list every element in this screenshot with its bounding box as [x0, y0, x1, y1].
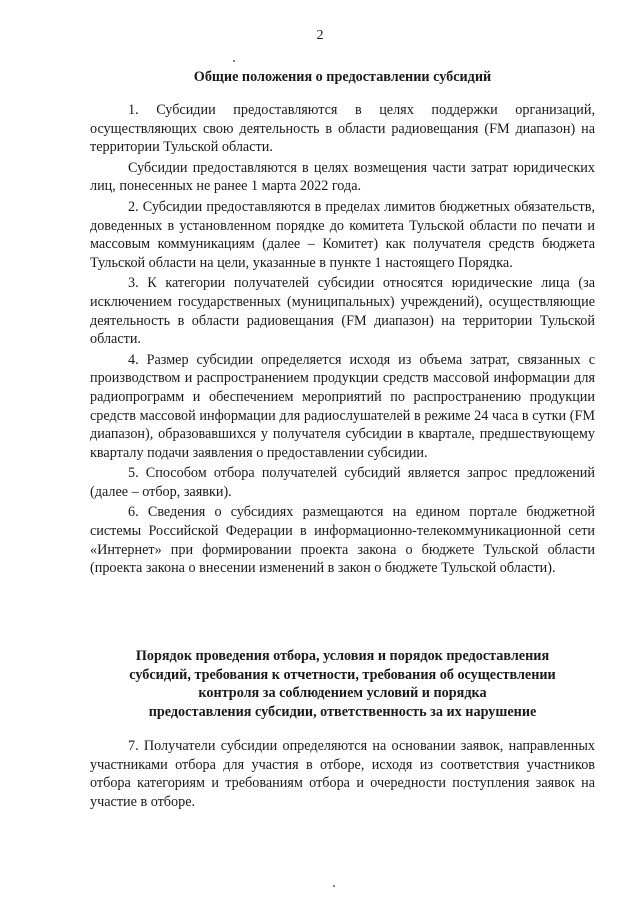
page-number: 2 [316, 28, 324, 43]
section-title-procedure [90, 647, 595, 721]
section-title-line: Порядок проведения отбора, условия и порядок предоставления [135, 648, 550, 664]
paragraph-1-note: Субсидии предоставляются в целях возмещения части затрат юридических лиц, понесенных не ранее 1 марта 2022 года. [90, 159, 595, 195]
paragraph-3: 3. К категории получателей субсидии относятся юридические лица (за исключением государственных (муниципальных) учреждений), осуществляющие деятельность в области радиовещания (FM диапазон) на территории Тульской области. [90, 275, 595, 348]
section-title-general: Общие положения о предоставлении субсидий [193, 69, 492, 85]
paragraph-7: 7. Получатели субсидии определяются на основании заявок, направленных участниками отбора для участия в отборе, исходя из соответствия участников отбора категориям и требованиям отбора и очередности поступления заявок на участие в отборе. [90, 738, 595, 810]
section-title-line: субсидий, требования к отчетности, требования об осуществлении [129, 666, 556, 683]
paragraph-5: 5. Способом отбора получателей субсидий является запрос предложений (далее – отбор, заявки). [90, 465, 595, 500]
scan-speck [333, 885, 335, 887]
section-procedure-body [90, 737, 595, 813]
paragraph-4: 4. Размер субсидии определяется исходя из объема затрат, связанных с производством и распространением продукции средств массовой информации для радиопрограмм и обеспечением мероприятий по распространению продукции средств массовой информации для радиослушателей в режиме 24 часа в сутки (FM диапазон), образовавшихся у получателя субсидии в квартале, предшествующему кварталу подачи заявления о предоставлении субсидии. [90, 351, 595, 461]
section-title-line: контроля за соблюдением условий и порядка [198, 685, 487, 702]
scan-speck [233, 60, 235, 62]
paragraph-1: 1. Субсидии предоставляются в целях поддержки организаций, осуществляющих свою деятельность в области радиовещания (FM диапазон) на территории Тульской области. [90, 102, 595, 156]
section-general-body [90, 101, 595, 580]
section-title-line: предоставления субсидии, ответственность за их нарушение [148, 703, 537, 720]
paragraph-6: 6. Сведения о субсидиях размещаются на едином портале бюджетной системы Российской Федерации в информационно-телекоммуникационной сети «Интернет» при формировании проекта закона о бюджете Тульской области (проекта закона о внесении изменений в закон о бюджете Тульской области). [90, 504, 595, 577]
paragraph-2: 2. Субсидии предоставляются в пределах лимитов бюджетных обязательств, доведенных в установленном порядке до комитета Тульской области по печати и массовым коммуникациям (далее – Комитет) как получателя средств бюджета Тульской области на цели, указанные в пункте 1 настоящего Порядка. [90, 198, 595, 271]
